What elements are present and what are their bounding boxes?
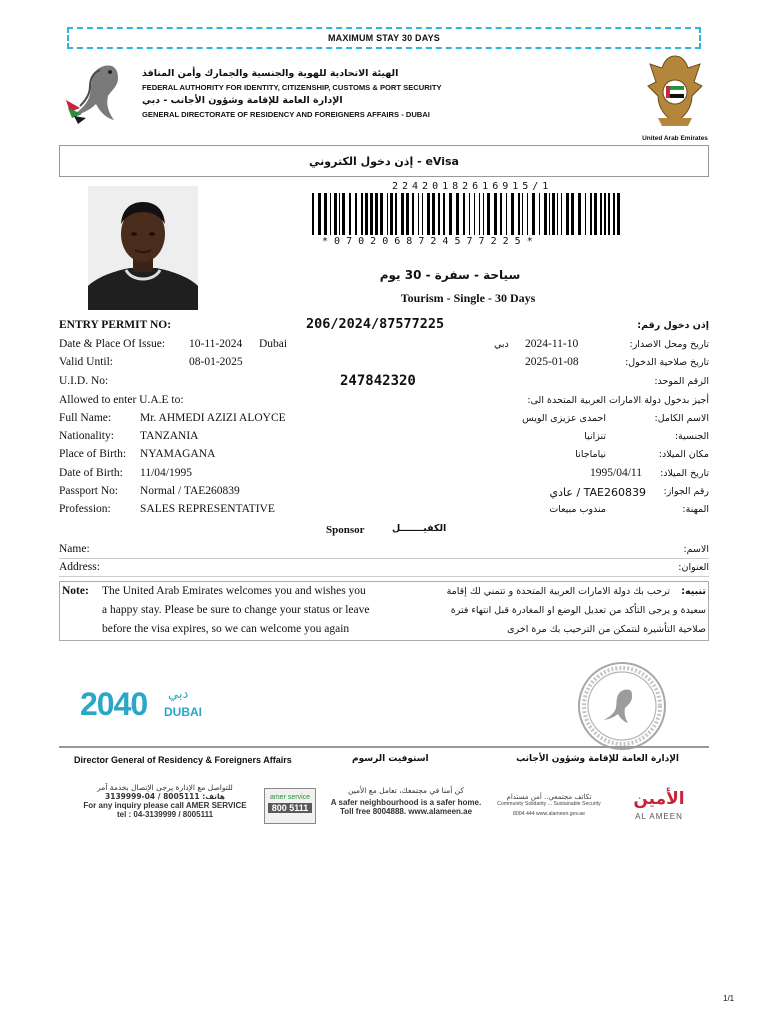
sponsor-name-label-ar: الاسم: — [683, 544, 709, 555]
barcode-bar — [613, 193, 615, 235]
valid-until-value: 08-01-2025 — [189, 356, 243, 368]
emblem-caption: United Arab Emirates — [642, 135, 708, 142]
barcode-bar — [617, 193, 620, 235]
amer-badge — [264, 788, 316, 824]
nationality-value: TANZANIA — [140, 430, 199, 442]
profession-value: SALES REPRESENTATIVE — [140, 503, 275, 515]
barcode-bar — [324, 193, 327, 235]
barcode-bar — [427, 193, 430, 235]
evisa-title: إذن دخول الكتروني - eVisa — [59, 145, 709, 177]
applicant-photo — [88, 186, 198, 310]
director-general-en: Director General of Residency & Foreigners Affairs — [74, 755, 292, 765]
barcode-bar — [375, 193, 378, 235]
barcode-bar — [532, 193, 535, 235]
barcode-bar — [339, 193, 340, 235]
issue-place-ar: دبي — [494, 339, 509, 350]
barcode-bar — [518, 193, 520, 235]
barcode-bar — [401, 193, 404, 235]
nationality-label-ar: الجنسية: — [674, 431, 709, 442]
barcode-bar — [449, 193, 452, 235]
barcode-bar — [361, 193, 363, 235]
barcode-bar — [330, 193, 331, 235]
uid-label: U.I.D. No: — [59, 375, 109, 387]
note-line-2-ar: سعيدة و يرجى التأكد من تعديل الوضع او المغادرة قبل انتهاء فترة — [450, 605, 706, 616]
official-stamp — [576, 660, 668, 752]
barcode-bar — [474, 193, 475, 235]
alameen-slogan-ar: كن أمنا في مجتمعك، تعامل مع الأمين — [348, 786, 464, 795]
place-of-birth-label-ar: مكان الميلاد: — [658, 449, 709, 460]
note-line-3: before the visa expires, so we can welcome you again — [102, 623, 350, 635]
amer-badge-number: 800 5111 — [268, 803, 312, 813]
barcode-bar — [494, 193, 497, 235]
barcode-bar — [585, 193, 586, 235]
uae-emblem — [640, 52, 710, 144]
amer-contact — [80, 783, 250, 819]
barcode-bar — [511, 193, 514, 235]
sponsor-name-label: Name: — [59, 543, 90, 555]
issue-date: 10-11-2024 — [189, 338, 243, 350]
sponsor-title-ar: الكفيـــــــل — [392, 523, 447, 534]
note-line-1-ar: ترحب بك دولة الامارات العربية المتحدة و تتمني لك إقامة — [446, 586, 670, 597]
passport-value: Normal / TAE260839 — [140, 485, 240, 497]
date-of-birth-label-ar: تاريخ الميلاد: — [660, 468, 709, 479]
amer-service-label: amer service — [269, 794, 311, 801]
entry-permit-label: ENTRY PERMIT NO: — [59, 319, 172, 331]
passport-label: Passport No: — [59, 485, 119, 497]
full-name-label: Full Name: — [59, 412, 112, 424]
profession-value-ar: مندوب مبيعات — [549, 504, 606, 515]
full-name-value-ar: احمدى عزيزى الويس — [522, 413, 606, 424]
date-of-birth-value: 11/04/1995 — [140, 467, 192, 479]
visa-type-ar: سياحة - سفرة - 30 يوم — [379, 268, 521, 282]
valid-until-value-ar: 2025-01-08 — [525, 356, 579, 368]
valid-until-label: Valid Until: — [59, 356, 113, 368]
authority-ar-line1: الهيئة الاتحادية للهوية والجنسية والجمارك وأمن المنافذ — [142, 68, 399, 79]
date-of-birth-label: Date of Birth: — [59, 467, 123, 479]
barcode-bar — [418, 193, 419, 235]
uid-label-ar: الرقم الموحد: — [654, 376, 709, 387]
directorate-en-line: GENERAL DIRECTORATE OF RESIDENCY AND FOREIGNERS AFFAIRS - DUBAI — [142, 110, 430, 119]
date-of-birth-value-ar: 1995/04/11 — [590, 467, 642, 479]
barcode-bar — [566, 193, 569, 235]
note-line-3-ar: صلاحية التأشيرة لنتمكن من الترحيب بك مرة اخرى — [507, 624, 706, 635]
authority-en-line1: FEDERAL AUTHORITY FOR IDENTITY, CITIZENSHIP, CUSTOMS & PORT SECURITY — [142, 83, 442, 92]
valid-until-label-ar: تاريخ صلاحية الدخول: — [625, 357, 709, 368]
barcode-bar — [334, 193, 337, 235]
passport-label-ar: رقم الجواز: — [663, 486, 709, 497]
sponsor-divider-2 — [59, 576, 709, 577]
barcode-bar — [438, 193, 440, 235]
barcode-bar — [522, 193, 523, 235]
barcode-bar — [432, 193, 435, 235]
barcode-bar — [527, 193, 528, 235]
barcode-bar — [557, 193, 558, 235]
barcode-bar — [443, 193, 445, 235]
barcode-bar — [312, 193, 314, 235]
barcode-bar — [594, 193, 597, 235]
barcode-bar — [412, 193, 414, 235]
alameen-slogan — [326, 786, 486, 816]
barcode-bar — [463, 193, 465, 235]
place-of-birth-value-ar: نياماجانا — [575, 449, 606, 460]
dubai-2040-ar: دبي — [168, 687, 189, 702]
community-contacts: 8004 444 www.alameen.gov.ae — [512, 811, 585, 817]
profession-label-ar: المهنة: — [682, 504, 709, 515]
profession-label: Profession: — [59, 503, 111, 515]
sponsor-title: Sponsor — [326, 524, 365, 536]
barcode-bar — [552, 193, 555, 235]
allowed-label: Allowed to enter U.A.E to: — [59, 394, 184, 406]
sponsor-divider-1 — [59, 558, 709, 559]
barcode-bar — [483, 193, 484, 235]
passport-value-ar: TAE260839 / عادي — [549, 486, 646, 499]
community-ar: تكاتف مجتمعي.. أمن مستدام — [506, 793, 592, 801]
barcode-bar — [506, 193, 507, 235]
amer-ar-line-1: للتواصل مع الإدارة يرجى الإتصال بخدمة آمر — [97, 783, 233, 792]
note-line-1: The United Arab Emirates welcomes you and wishes you — [102, 585, 366, 597]
sponsor-address-label: Address: — [59, 561, 100, 573]
nationality-label: Nationality: — [59, 430, 114, 442]
barcode-bar — [561, 193, 562, 235]
place-of-birth-label: Place of Birth: — [59, 448, 127, 460]
fees-paid-ar: استوفيت الرسوم — [352, 754, 429, 764]
barcode-bar — [380, 193, 383, 235]
barcode-bar — [600, 193, 602, 235]
dubai-2040-number: 2040 — [80, 686, 148, 722]
entry-permit-number: 206/2024/87577225 — [306, 316, 445, 332]
uid-value: 247842320 — [340, 373, 416, 389]
barcode-bar — [395, 193, 397, 235]
barcode-bar — [539, 193, 540, 235]
barcode-bar — [479, 193, 480, 235]
barcode-bar — [487, 193, 490, 235]
barcode-bar — [500, 193, 502, 235]
directorate-ar-line: الإدارة العامة للإقامة وشؤون الأجانب - دبي — [142, 95, 343, 106]
nationality-value-ar: تنزانيا — [584, 431, 606, 442]
alameen-slogan-en: A safer neighbourhood is a safer home. — [330, 798, 482, 807]
visa-type-en: Tourism - Single - 30 Days — [400, 291, 536, 305]
note-line-2: a happy stay. Please be sure to change your status or leave — [102, 604, 370, 616]
entry-permit-label-ar: إذن دخول رقم: — [637, 320, 709, 331]
barcode-bar — [318, 193, 321, 235]
barcode-bar — [422, 193, 423, 235]
dubai-2040-en: DUBAI — [164, 705, 202, 719]
barcode-bar — [349, 193, 351, 235]
authority-header — [142, 68, 442, 122]
barcode-bar — [370, 193, 373, 235]
barcode-bar — [608, 193, 610, 235]
amer-en-line-1: For any inquiry please call AMER SERVICE — [83, 801, 247, 810]
barcode-bar — [578, 193, 581, 235]
community-slogan — [494, 793, 604, 817]
page-number: 1/1 — [723, 994, 735, 1003]
amer-en-line-2: tel : 04-3139999 / 8005111 — [116, 810, 214, 819]
note-label: Note: — [62, 585, 89, 597]
alameen-logo-en: AL AMEEN — [635, 812, 683, 821]
issue-label: Date & Place Of Issue: — [59, 338, 166, 350]
barcode-bar — [571, 193, 574, 235]
note-label-ar: تنبيه: — [681, 586, 706, 597]
barcode-bar — [387, 193, 388, 235]
barcode-bar — [469, 193, 470, 235]
alameen-logo — [614, 790, 704, 821]
max-stay-banner: MAXIMUM STAY 30 DAYS — [67, 27, 701, 49]
barcode-bar — [406, 193, 409, 235]
barcode-bar — [544, 193, 547, 235]
barcode-image — [312, 193, 622, 235]
directorate-ar: الإدارة العامة للإقامة وشؤون الأجانب — [516, 754, 679, 764]
alameen-logo-ar: الأمين — [633, 789, 685, 809]
full-name-label-ar: الاسم الكامل: — [654, 413, 709, 424]
alameen-tollfree: Toll free 8004888. www.alameen.ae — [339, 807, 473, 816]
place-of-birth-value: NYAMAGANA — [140, 448, 216, 460]
community-en: Community Solidarity ... Sustainable Security — [497, 801, 601, 807]
issue-place: Dubai — [259, 338, 288, 350]
full-name-value: Mr. AHMEDI AZIZI ALOYCE — [140, 412, 286, 424]
barcode-bar — [342, 193, 345, 235]
falcon-logo — [60, 60, 140, 130]
issue-date-ar: 2024-11-10 — [525, 338, 579, 350]
barcode-bar — [355, 193, 357, 235]
barcode-bottom-number: * 0 7 0 2 0 6 8 7 2 4 5 7 7 2 2 5 * — [322, 236, 533, 247]
amer-ar-line-2: هاتف: 8005111 / 04-3139999 — [105, 792, 225, 801]
barcode-top-number: 22420182616915/1 — [392, 181, 553, 192]
sponsor-address-label-ar: العنوان: — [678, 562, 709, 573]
barcode-bar — [590, 193, 592, 235]
dubai-2040-logo — [80, 688, 210, 724]
barcode-bar — [456, 193, 459, 235]
barcode-bar — [549, 193, 550, 235]
barcode-bar — [390, 193, 393, 235]
issue-label-ar: تاريخ ومحل الاصدار: — [629, 339, 709, 350]
barcode-bar — [365, 193, 368, 235]
footer-divider — [59, 746, 709, 748]
allowed-label-ar: أجيز بدخول دولة الامارات العربية المتحدة الى: — [527, 395, 709, 406]
barcode-bar — [604, 193, 606, 235]
